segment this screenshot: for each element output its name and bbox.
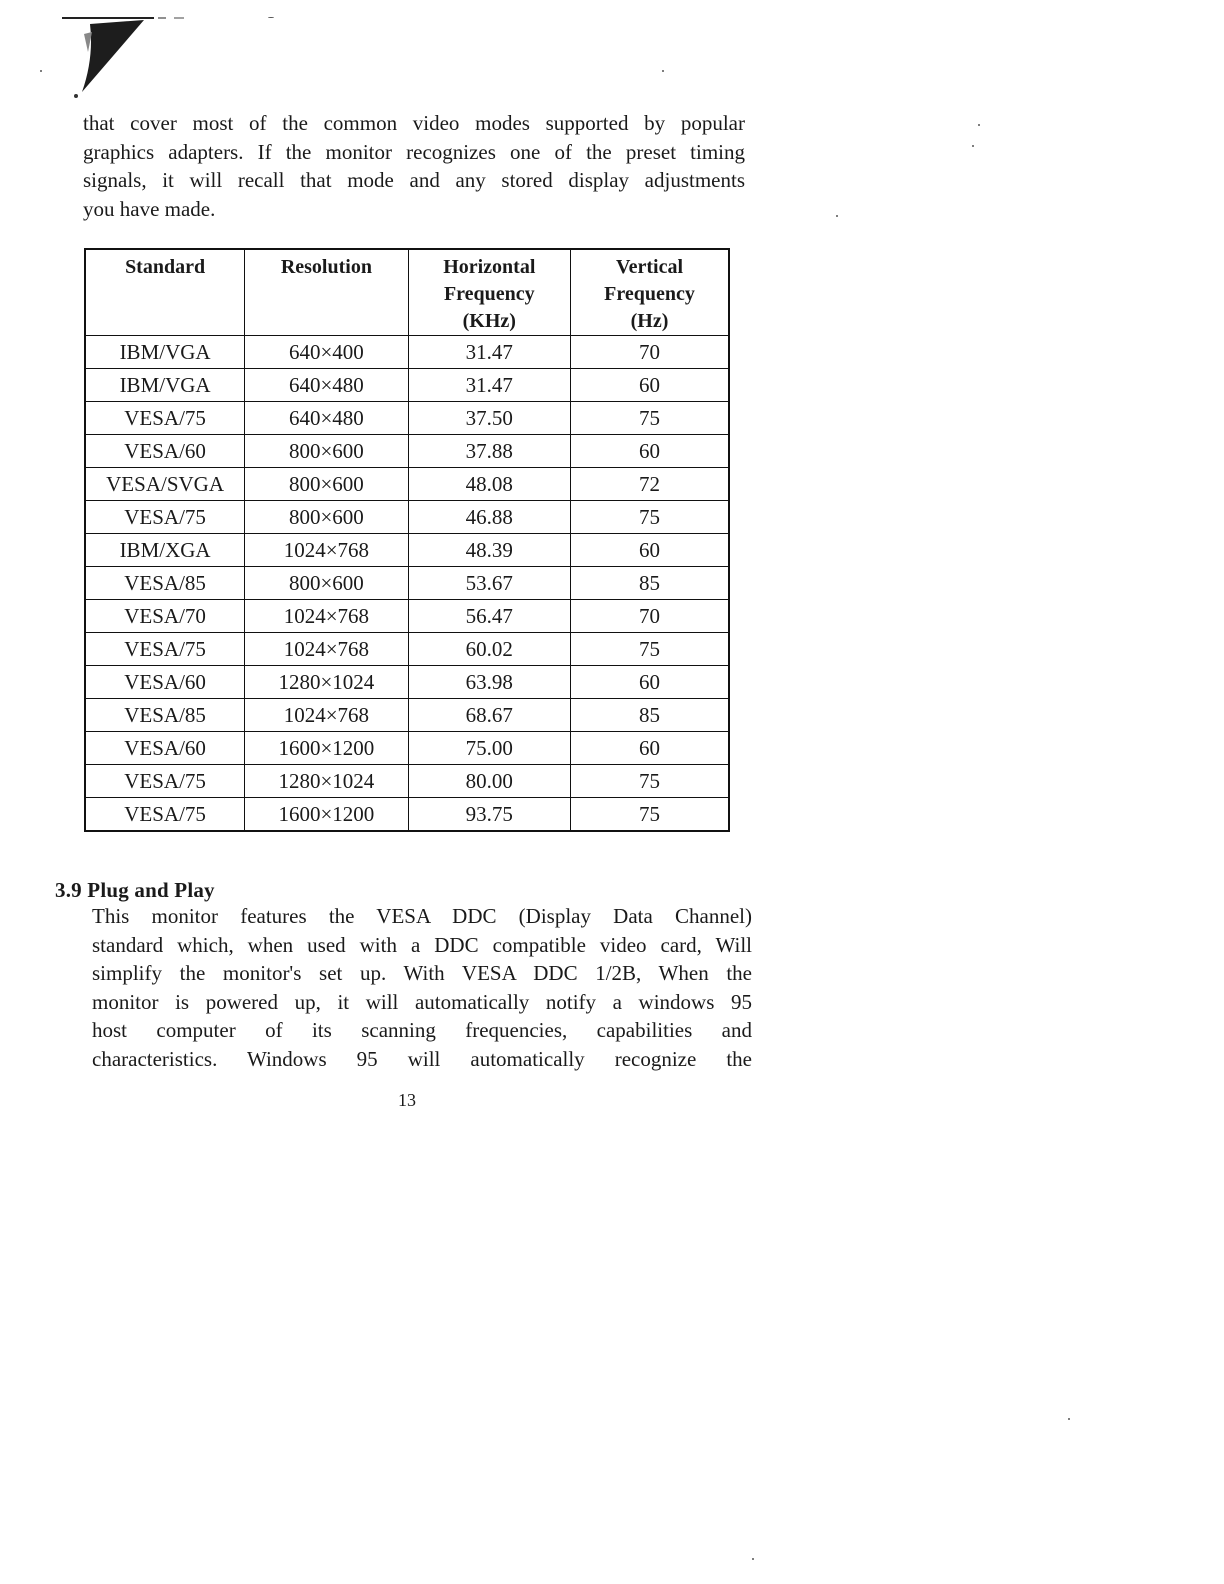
cell-vertical-frequency: 60 [571, 666, 729, 699]
cell-resolution: 1280×1024 [245, 765, 408, 798]
cell-standard: VESA/75 [85, 402, 245, 435]
cell-standard: IBM/XGA [85, 534, 245, 567]
cell-horizontal-frequency: 31.47 [408, 336, 570, 369]
cell-standard: VESA/60 [85, 732, 245, 765]
intro-line: you have made. [83, 196, 216, 221]
cell-vertical-frequency: 75 [571, 633, 729, 666]
scan-speck [662, 70, 664, 72]
table-row [85, 468, 729, 501]
cell-horizontal-frequency: 93.75 [408, 798, 570, 832]
cell-horizontal-frequency: 53.67 [408, 567, 570, 600]
cell-horizontal-frequency: 37.50 [408, 402, 570, 435]
table-header-row [85, 249, 729, 336]
header-standard [85, 249, 245, 336]
table-body [85, 336, 729, 832]
table-row [85, 765, 729, 798]
section-line: simplify the monitor's set up. With VESA DDC 1/2B, When the [92, 961, 752, 985]
cell-vertical-frequency: 60 [571, 369, 729, 402]
scan-speck [268, 17, 274, 18]
intro-paragraph [83, 109, 745, 223]
page-number: 13 [398, 1090, 416, 1110]
cell-resolution: 640×480 [245, 369, 408, 402]
cell-resolution: 800×600 [245, 468, 408, 501]
table-row [85, 600, 729, 633]
intro-line: signals, it will recall that mode and any stored display adjustments [83, 168, 745, 192]
cell-standard: VESA/70 [85, 600, 245, 633]
scan-speck [1068, 1418, 1070, 1420]
cell-horizontal-frequency: 63.98 [408, 666, 570, 699]
cell-vertical-frequency: 70 [571, 600, 729, 633]
cell-resolution: 800×600 [245, 567, 408, 600]
scan-speck [978, 124, 980, 126]
cell-horizontal-frequency: 68.67 [408, 699, 570, 732]
table-row [85, 633, 729, 666]
header-line: (Hz) [630, 310, 669, 332]
header-line: (KHz) [462, 310, 516, 332]
scan-speck [752, 1558, 754, 1560]
header-resolution [245, 249, 408, 336]
cell-vertical-frequency: 85 [571, 567, 729, 600]
cell-resolution: 1280×1024 [245, 666, 408, 699]
table-row [85, 435, 729, 468]
cell-resolution: 1024×768 [245, 600, 408, 633]
cell-horizontal-frequency: 80.00 [408, 765, 570, 798]
cell-vertical-frequency: 75 [571, 765, 729, 798]
scan-speck [836, 215, 838, 217]
cell-horizontal-frequency: 46.88 [408, 501, 570, 534]
table-row [85, 402, 729, 435]
intro-line: graphics adapters. If the monitor recognizes one of the preset timing [83, 139, 745, 164]
header-line: Horizontal [443, 256, 536, 278]
table-row [85, 501, 729, 534]
header-line: Vertical [616, 256, 684, 278]
cell-standard: VESA/75 [85, 501, 245, 534]
cell-resolution: 1024×768 [245, 699, 408, 732]
cell-standard: VESA/60 [85, 435, 245, 468]
section-line: This monitor features the VESA DDC (Display Data Channel) [92, 904, 752, 928]
header-line: Standard [125, 256, 206, 278]
cell-horizontal-frequency: 48.39 [408, 534, 570, 567]
table-row [85, 336, 729, 369]
cell-horizontal-frequency: 48.08 [408, 468, 570, 501]
cell-vertical-frequency: 60 [571, 435, 729, 468]
table-row [85, 699, 729, 732]
cell-vertical-frequency: 72 [571, 468, 729, 501]
scan-speck [40, 70, 42, 72]
cell-standard: VESA/60 [85, 666, 245, 699]
cell-standard: IBM/VGA [85, 336, 245, 369]
cell-standard: VESA/85 [85, 567, 245, 600]
cell-horizontal-frequency: 37.88 [408, 435, 570, 468]
section-line: host computer of its scanning frequencies, capabilities and [92, 1018, 752, 1042]
cell-vertical-frequency: 75 [571, 798, 729, 832]
preset-timing-table [84, 248, 730, 832]
cell-standard: IBM/VGA [85, 369, 245, 402]
header-horizontal-frequency [408, 249, 570, 336]
intro-line: that cover most of the common video modes supported by popular [83, 111, 745, 135]
cell-resolution: 1600×1200 [245, 732, 408, 765]
cell-vertical-frequency: 70 [571, 336, 729, 369]
cell-horizontal-frequency: 75.00 [408, 732, 570, 765]
cell-standard: VESA/85 [85, 699, 245, 732]
table-row [85, 567, 729, 600]
cell-resolution: 1024×768 [245, 534, 408, 567]
cell-vertical-frequency: 60 [571, 732, 729, 765]
header-vertical-frequency [571, 249, 729, 336]
cell-resolution: 800×600 [245, 501, 408, 534]
section-line: monitor is powered up, it will automatically notify a windows 95 [92, 989, 752, 1014]
header-line: Frequency [443, 283, 535, 305]
header-line: Frequency [604, 283, 695, 305]
corner-crop-mark [62, 12, 202, 102]
section-line: standard which, when used with a DDC compatible video card, Will [92, 932, 752, 957]
section-heading: 3.9 Plug and Play [55, 878, 215, 902]
section-line: characteristics. Windows 95 will automatically recognize the [92, 1046, 752, 1071]
cell-resolution: 640×480 [245, 402, 408, 435]
cell-resolution: 1024×768 [245, 633, 408, 666]
cell-vertical-frequency: 75 [571, 402, 729, 435]
header-line: Resolution [280, 256, 372, 278]
cell-horizontal-frequency: 56.47 [408, 600, 570, 633]
cell-vertical-frequency: 60 [571, 534, 729, 567]
table-row [85, 369, 729, 402]
cell-standard: VESA/75 [85, 798, 245, 832]
scan-speck [972, 145, 974, 147]
cell-standard: VESA/SVGA [85, 468, 245, 501]
cell-resolution: 1600×1200 [245, 798, 408, 832]
table-row [85, 534, 729, 567]
cell-resolution: 640×400 [245, 336, 408, 369]
cell-vertical-frequency: 85 [571, 699, 729, 732]
table-row [85, 666, 729, 699]
cell-standard: VESA/75 [85, 765, 245, 798]
cell-resolution: 800×600 [245, 435, 408, 468]
section-paragraph [92, 902, 752, 1073]
table-row [85, 798, 729, 832]
cell-vertical-frequency: 75 [571, 501, 729, 534]
cell-horizontal-frequency: 60.02 [408, 633, 570, 666]
cell-standard: VESA/75 [85, 633, 245, 666]
table-row [85, 732, 729, 765]
cell-horizontal-frequency: 31.47 [408, 369, 570, 402]
